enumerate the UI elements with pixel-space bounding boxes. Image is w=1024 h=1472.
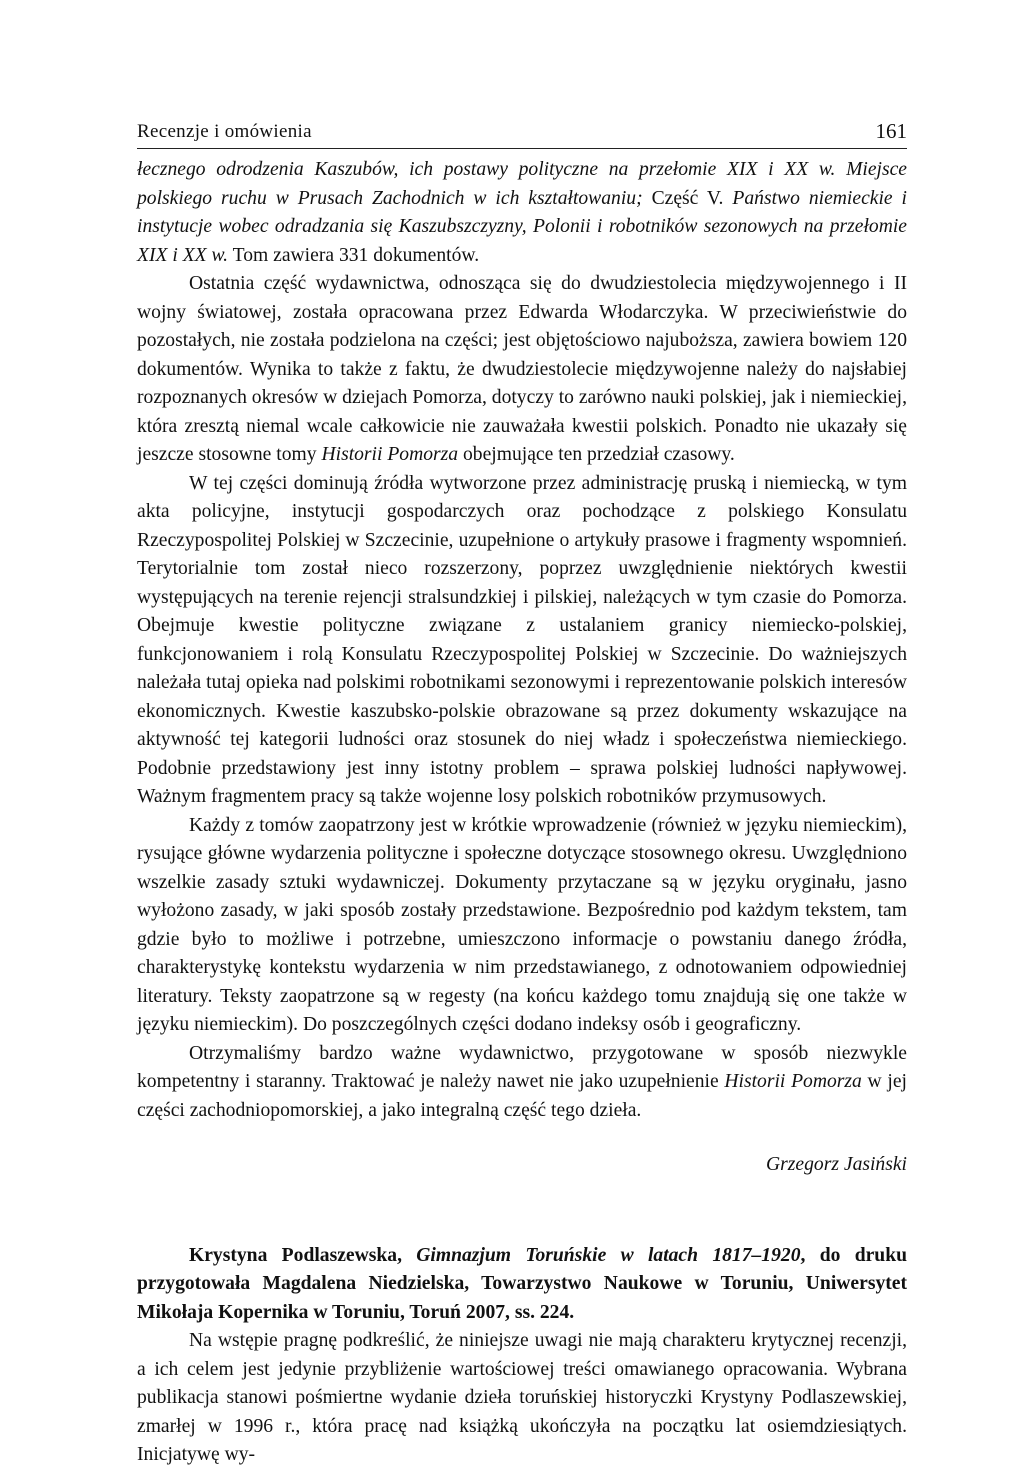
book-author: Krystyna Podlaszewska, xyxy=(189,1244,417,1266)
book-title: Gimnazjum Toruńskie w latach 1817–1920 xyxy=(416,1244,801,1266)
text-fragment: Otrzymaliśmy bardzo ważne wydawnictwo, przygotowane w sposób niezwykle kompetentny i staranny. Traktować je należy nawet nie jako uzupełnienie xyxy=(137,1042,907,1092)
text-fragment: Ostatnia część wydawnictwa, odnosząca się do dwudziestolecia międzywojennego i II wojny światowej, została opracowana przez Edwarda Włodarczyka. W przeciwieństwie do pozostałych, nie została podzielona na części; jest objętościowo najuboższa, zawiera bowiem 120 dokumentów. Wynika to także z faktu, że dwudziestolecie międzywojenne należy do najsłabiej rozpoznanych okresów w dziejach Pomorza, dotyczy to zarówno nauki polskiej, jak i niemieckiej, która zresztą niemal wcale całkowicie nie zauważała kwestii polskich. Ponadto nie ukazały się jeszcze stosowne tomy xyxy=(137,273,907,465)
paragraph: Na wstępie pragnę podkreślić, że niniejsze uwagi nie mają charakteru krytycznej recenzji, a ich celem jest jedynie przybliżenie wartościowej treści omawianego opracowania. Wybrana publikacja stanowi pośmiertne wydanie dzieła toruńskiej historyczki Krystyny Podlaszewskiej, zmarłej w 1996 r., która pracę nad książką ukończyła na początku lat osiemdziesiątych. Inicjatywę wy- xyxy=(137,1330,907,1465)
page-number: 161 xyxy=(875,119,907,143)
italic-title-fragment: łecznego odrodzenia Kaszubów, ich postawy polityczne na przełomie XIX i XX w. Miejsce polskiego ruchu w Prusach Zachodnich w ich kształtowaniu; xyxy=(137,159,907,209)
text-fragment: Tom zawiera 331 dokumentów. xyxy=(228,244,480,266)
italic-title-fragment: Państwo niemieckie i instytucje wobec odradzania się Kaszubszczyzny, Polonii i robotników sezonowych na przełomie XIX i XX w. xyxy=(137,187,907,266)
running-head xyxy=(137,112,907,149)
paragraph-continued xyxy=(137,156,907,270)
paragraph: W tej części dominują źródła wytworzone przez administrację pruską i niemiecką, w tym akta policyjne, instytucji gospodarczych oraz pochodzące z polskiego Konsulatu Rzeczypospolitej Polskiej w Szczecinie, uzupełnione o artykuły prasowe i fragmenty wspomnień. Terytorialnie tom został nieco rozszerzony, poprzez uwzględnienie niektórych kwestii występujących na terenie rejencji stralsundzkiej i pilskiej, należących w tym czasie do Pomorza. Obejmuje kwestie polityczne związane z ustalaniem granicy niemiecko-polskiej, funkcjonowaniem i rolą Konsulatu Rzeczypospolitej Polskiej w Szczecinie. Do ważniejszych należała tutaj opieka nad polskimi robotnikami sezonowymi i reprezentowanie polskich interesów ekonomicznych. Kwestie kaszubsko-polskie obrazowane są przez dokumenty wskazujące na aktywność tej kategorii ludności oraz stosunek do niej władz i społeczeństwa niemieckiego. Podobnie przedstawiony jest inny istotny problem – sprawa polskiej ludności napływowej. Ważnym fragmentem pracy są także wojenne losy polskich robotników przymusowych. xyxy=(137,472,907,807)
text-fragment: obejmujące ten przedział czasowy. xyxy=(458,444,735,465)
paragraph: Każdy z tomów zaopatrzony jest w krótkie wprowadzenie (również w języku niemieckim), rysujące główne wydarzenia polityczne i społeczne dotyczące stosownego okresu. Uwzględniono wszelkie zasady sztuki wydawniczej. Dokumenty przytaczane są w języku oryginału, jasno wyłożono zasady, w jaki sposób zostały przedstawione. Bezpośrednio pod każdym tekstem, tam gdzie było to możliwe i potrzebne, umieszczono informacje o powstaniu danego źródła, charakterystykę kontekstu wydarzenia w nim przedstawianego, z odnotowaniem odpowiedniej literatury. Teksty zaopatrzone są w regesty (na końcu każdego tomu znajdują się one także w języku niemieckim). Do poszczególnych części dodano indeksy osób i geograficzny. xyxy=(137,814,907,1035)
review-heading xyxy=(137,1242,907,1328)
italic-title-fragment: Historii Pomorza xyxy=(724,1071,862,1092)
author-signature: Grzegorz Jasiński xyxy=(766,1154,907,1175)
review-text xyxy=(137,156,907,1470)
paragraph xyxy=(137,270,907,470)
text-fragment: Część V. xyxy=(651,187,733,209)
paragraph xyxy=(137,1040,907,1126)
page xyxy=(137,112,907,1470)
section-title: Recenzje i omówienia xyxy=(137,121,312,142)
text-fragment: w jej części zachodniopomorskiej, a jako integralną część tego dzieła. xyxy=(137,1071,907,1121)
italic-title-fragment: Historii Pomorza xyxy=(321,444,459,465)
book-details: , do druku przygotowała Magdalena Niedzielska, Towarzystwo Naukowe w Toruniu, Uniwersytet Mikołaja Kopernika w Toruniu, Toruń 2007, ss. 224. xyxy=(137,1244,907,1323)
